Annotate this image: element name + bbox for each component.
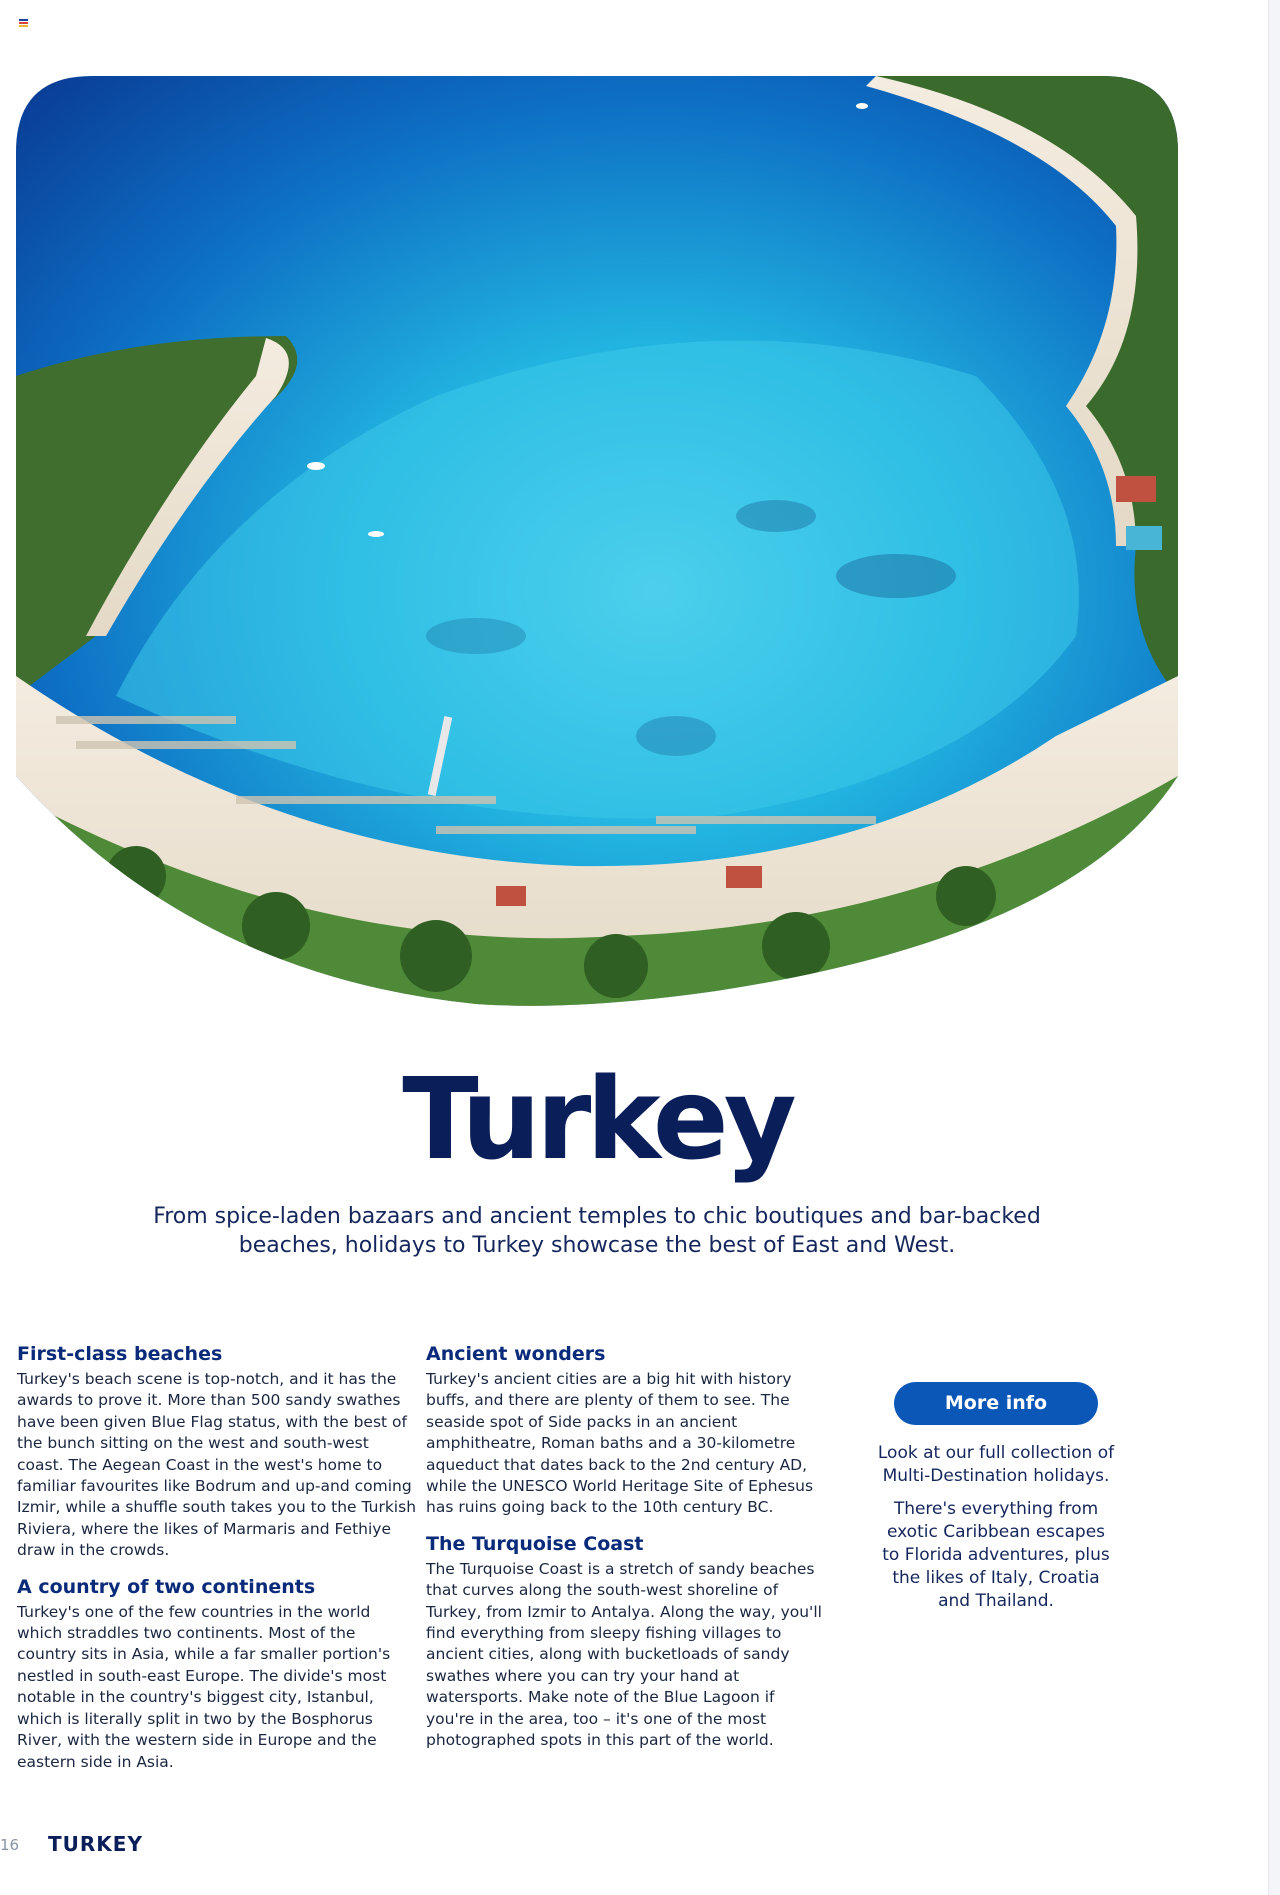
section-heading: The Turquoise Coast (426, 1532, 644, 1555)
scrollbar[interactable] (1268, 0, 1280, 1895)
hero-image (16, 76, 1178, 1012)
footer-section-title: TURKEY (48, 1832, 143, 1856)
page-footer (0, 1830, 400, 1860)
section-body: Turkey's one of the few countries in the world which straddles two continents. Most of the country sits in Asia, while a far smaller portion's nestled in south-east Europe. The divide's most notable in the country's biggest city, Istanbul, which is literally split in two by the Bosphorus River, with the western side in Europe and the eastern side in Asia. (17, 1602, 391, 1771)
intro-text: From spice-laden bazaars and ancient temples to chic boutiques and bar-backed beaches, holidays to Turkey showcase the best of East and West. (153, 1204, 1041, 1258)
section-heading: First-class beaches (17, 1343, 223, 1365)
more-info-panel (868, 1382, 1124, 1613)
more-info-button[interactable]: More info (894, 1382, 1098, 1425)
section-heading: Ancient wonders (426, 1343, 606, 1365)
section-body: Turkey's ancient cities are a big hit with history buffs, and there are plenty of them to see. The seaside spot of Side packs in an ancient amphitheatre, Roman baths and a 30-kilometre aqueduct that dates back to the 2nd century AD, while the UNESCO World Heritage Site of Ephesus has ruins going back to the 10th century BC. (426, 1370, 814, 1517)
page-number: 16 (0, 1836, 20, 1854)
left-column (17, 1342, 417, 1773)
sidebar-text: Look at our full collection of Multi-Destination holidays. (877, 1443, 1115, 1486)
middle-column (426, 1342, 826, 1752)
aerial-beach-photo-icon (16, 76, 1178, 1012)
page-title: Turkey (402, 1055, 792, 1185)
section-heading: A country of two continents (17, 1575, 316, 1598)
sidebar-text: There's everything from exotic Caribbean escapes to Florida adventures, plus the likes of Italy, Croatia and Thailand. (882, 1499, 1110, 1611)
section-body: Turkey's beach scene is top-notch, and it has the awards to prove it. More than 500 sandy swathes have been given Blue Flag status, with the best of the bunch sitting on the west and south-west coast. The Aegean Coast in the west's home to familiar favourites like Bodrum and up-and coming Izmir, while a shuffle south takes you to the Turkish Riviera, where the likes of Marmaris and Fethiye draw in the crowds. (17, 1370, 417, 1560)
section-body: The Turquoise Coast is a stretch of sandy beaches that curves along the south-west shoreline of Turkey, from Izmir to Antalya. Along the way, you'll find everything from sleepy fishing villages to ancient cities, along with bucketloads of sandy swathes where you can try your hand at watersports. Make note of the Blue Lagoon if you're in the area, too – it's one of the most photographed spots in this part of the world. (426, 1559, 822, 1750)
menu-icon[interactable] (19, 19, 28, 27)
